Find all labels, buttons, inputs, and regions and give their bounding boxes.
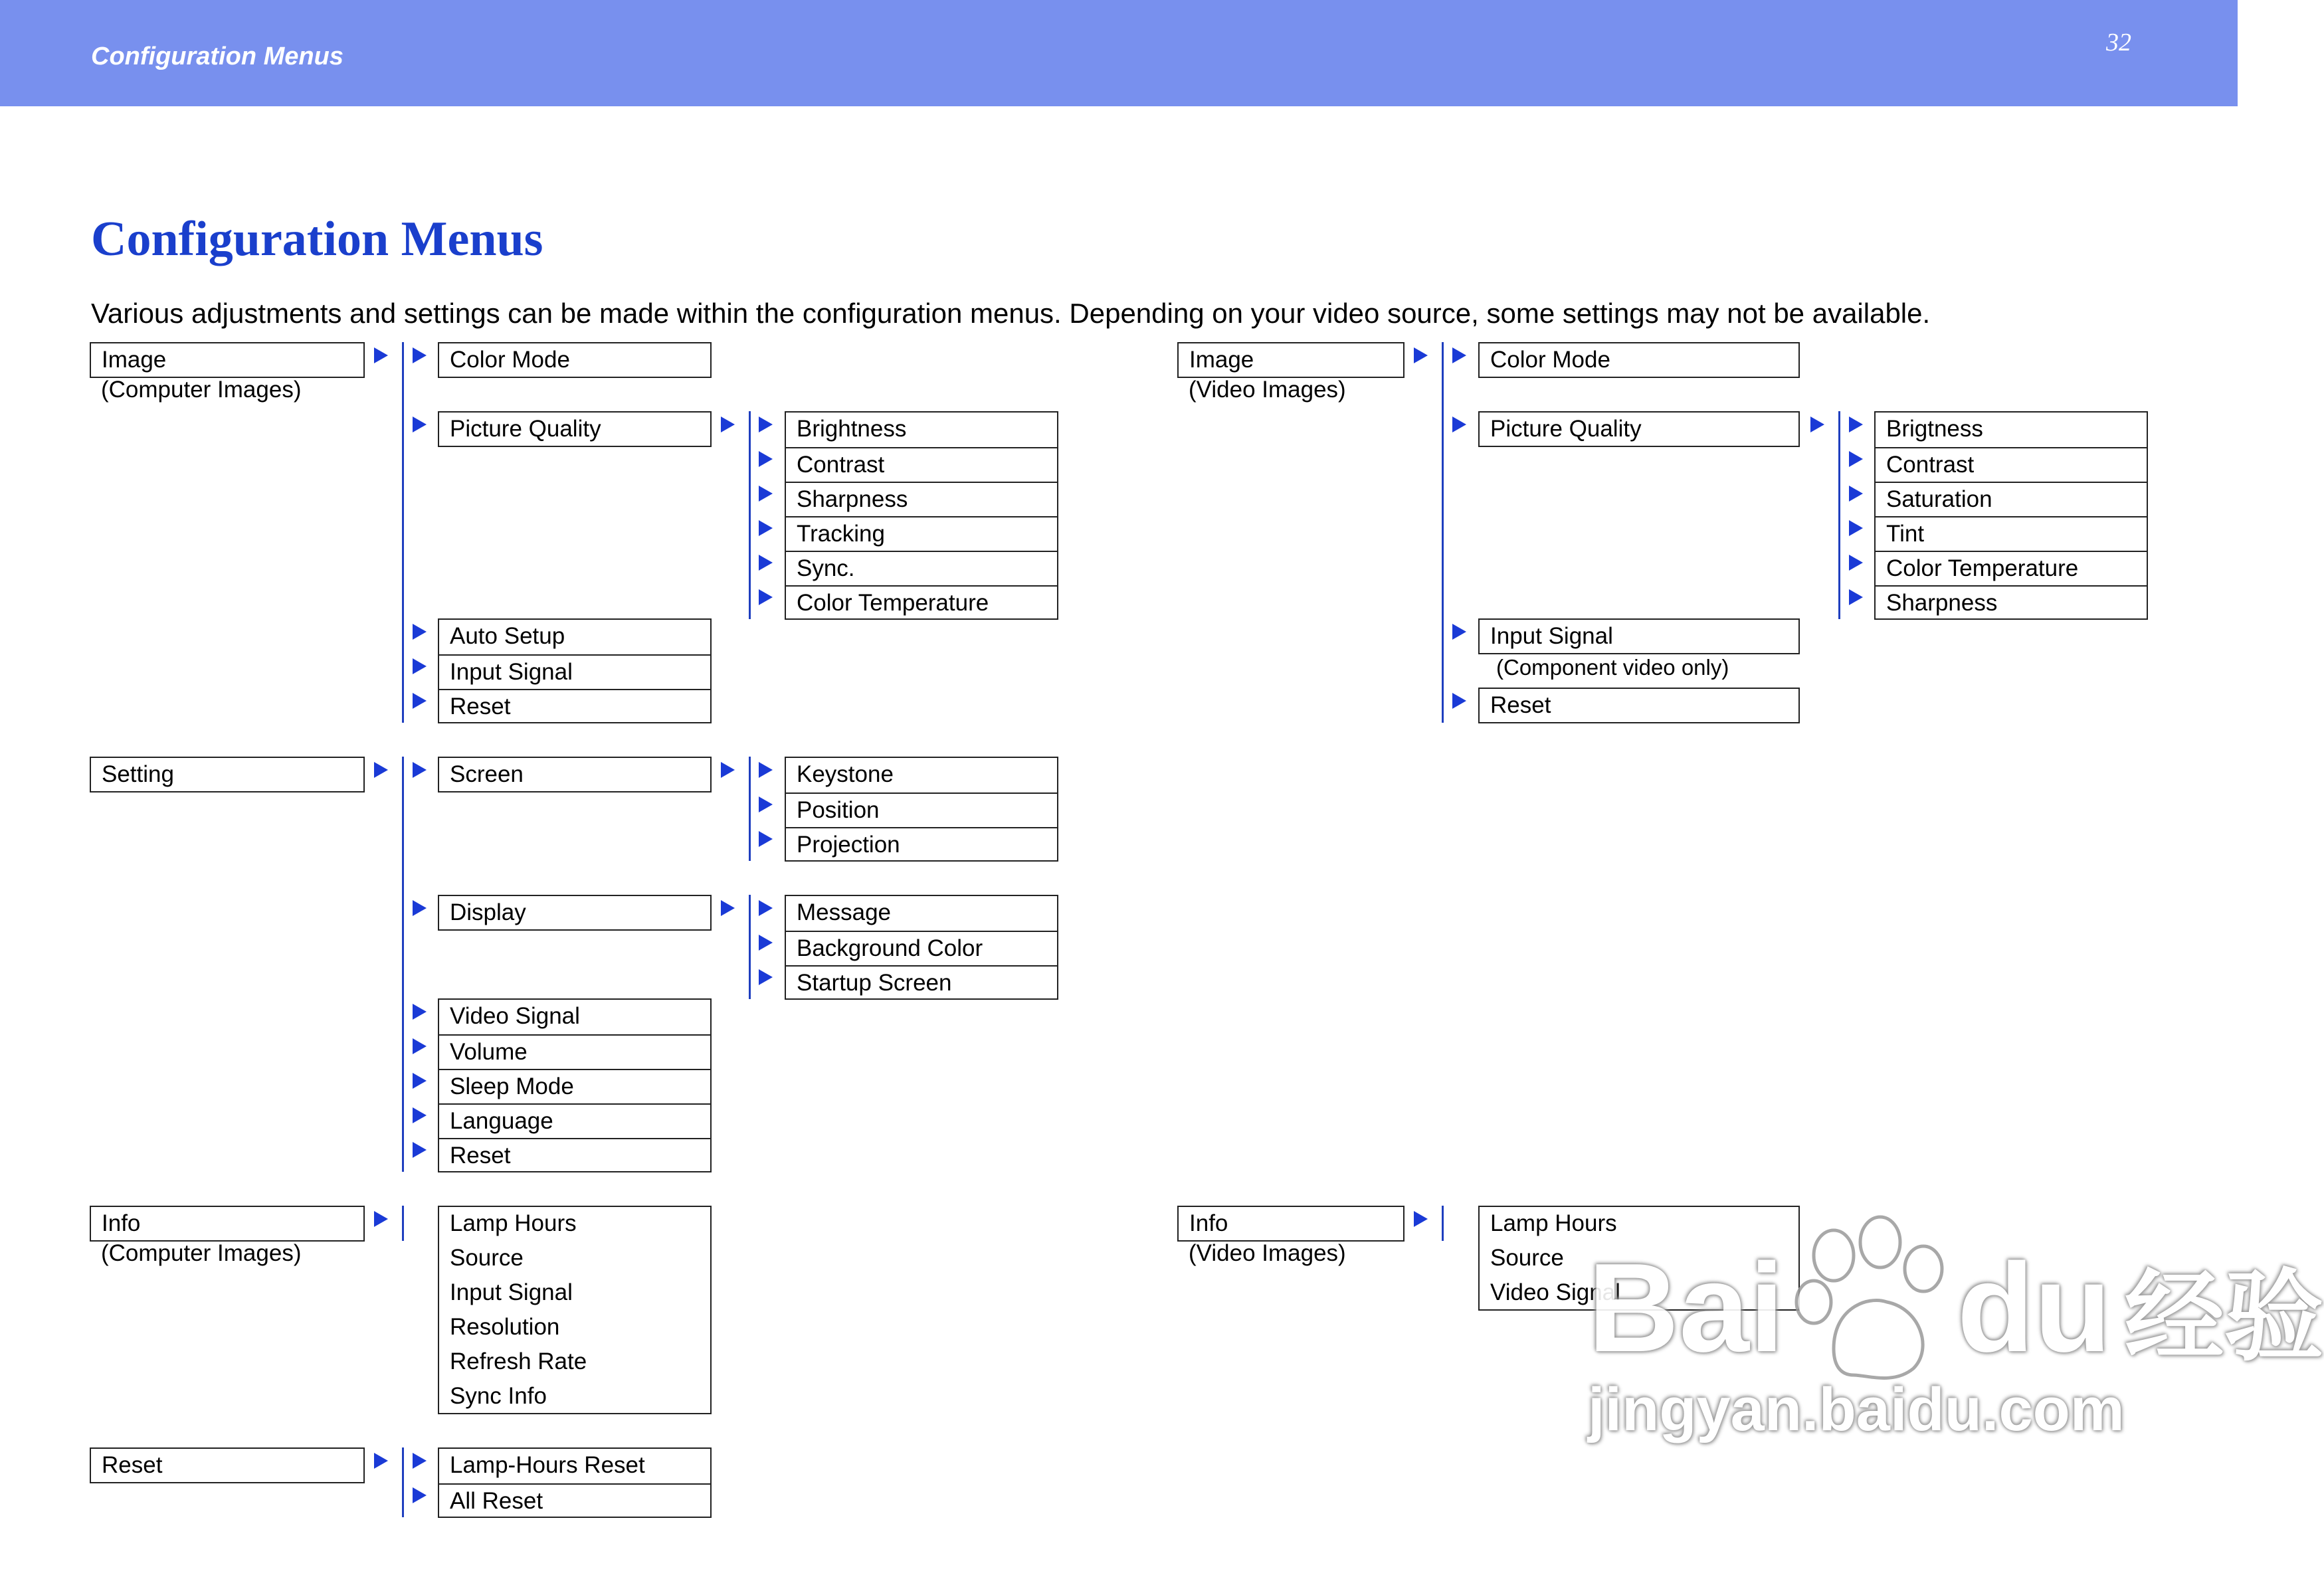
arrow-icon bbox=[1849, 451, 1863, 467]
menu-label: Image bbox=[1189, 347, 1254, 373]
arrow-icon bbox=[1452, 693, 1466, 709]
menu-item-sharpness[interactable]: Sharpness bbox=[786, 482, 1057, 516]
submenu-color-mode[interactable] bbox=[438, 342, 712, 378]
info-item-source: Source bbox=[1490, 1245, 1564, 1271]
connector-line bbox=[749, 411, 751, 619]
menu-item-input-signal[interactable]: Input Signal bbox=[439, 654, 710, 689]
screen-list bbox=[785, 757, 1058, 862]
arrow-icon bbox=[1452, 624, 1466, 640]
page-title: Configuration Menus bbox=[91, 212, 543, 266]
arrow-icon bbox=[759, 969, 773, 985]
info-computer-list bbox=[438, 1206, 712, 1414]
menu-item-saturation[interactable]: Saturation bbox=[1876, 482, 2147, 516]
menu-item-sharpness[interactable]: Sharpness bbox=[1876, 585, 2147, 620]
menu-item-sleep-mode[interactable]: Sleep Mode bbox=[439, 1069, 710, 1103]
intro-text: Various adjustments and settings can be made within the configuration menus. Depending on your video source, some settings may not be available. bbox=[91, 298, 1931, 329]
menu-item-tracking[interactable]: Tracking bbox=[786, 516, 1057, 551]
menu-item-color-temperature[interactable]: Color Temperature bbox=[1876, 551, 2147, 585]
arrow-icon bbox=[721, 762, 735, 778]
menu-item-volume[interactable]: Volume bbox=[439, 1034, 710, 1069]
menu-item-color-temperature[interactable]: Color Temperature bbox=[786, 585, 1057, 620]
arrow-icon bbox=[759, 555, 773, 571]
connector-line bbox=[749, 757, 751, 861]
arrow-icon bbox=[1849, 555, 1863, 571]
menu-item-contrast[interactable]: Contrast bbox=[786, 447, 1057, 482]
menu-item-projection[interactable]: Projection bbox=[786, 827, 1057, 862]
menu-label: Info bbox=[1189, 1210, 1228, 1236]
connector-line bbox=[1442, 1206, 1444, 1241]
info-item-input-signal: Input Signal bbox=[450, 1279, 573, 1305]
menu-item-keystone[interactable]: Keystone bbox=[797, 761, 894, 787]
arrow-icon bbox=[413, 1038, 427, 1054]
header-title: Configuration Menus bbox=[91, 43, 343, 70]
arrow-icon bbox=[413, 1453, 427, 1469]
submenu-reset[interactable] bbox=[1478, 688, 1800, 723]
arrow-icon bbox=[413, 762, 427, 778]
submenu-label: Reset bbox=[1490, 692, 1551, 718]
menu-item-reset[interactable]: Reset bbox=[439, 689, 710, 723]
note-video-images: (Video Images) bbox=[1189, 1240, 1346, 1266]
submenu-screen[interactable] bbox=[438, 757, 712, 792]
arrow-icon bbox=[759, 900, 773, 916]
arrow-icon bbox=[759, 417, 773, 432]
arrow-icon bbox=[374, 1211, 388, 1227]
info-item-lamp-hours: Lamp Hours bbox=[1490, 1210, 1617, 1236]
connector-line bbox=[1442, 342, 1444, 723]
arrow-icon bbox=[1452, 417, 1466, 432]
arrow-icon bbox=[413, 693, 427, 709]
menu-item-brightness[interactable]: Brigtness bbox=[1886, 416, 1983, 442]
arrow-icon bbox=[759, 762, 773, 778]
note-component-video: (Component video only) bbox=[1496, 655, 1729, 680]
submenu-label: Display bbox=[450, 899, 526, 925]
menu-label: Info bbox=[102, 1210, 141, 1236]
menu-item-auto-setup[interactable]: Auto Setup bbox=[450, 623, 565, 649]
submenu-label: Picture Quality bbox=[1490, 416, 1642, 442]
connector-line bbox=[1838, 411, 1840, 619]
arrow-icon bbox=[413, 1107, 427, 1123]
arrow-icon bbox=[759, 831, 773, 847]
connector-line bbox=[402, 342, 404, 723]
arrow-icon bbox=[721, 900, 735, 916]
menu-label: Image bbox=[102, 347, 167, 373]
arrow-icon bbox=[1810, 417, 1824, 432]
info-item-video-signal: Video Signal bbox=[1490, 1279, 1620, 1305]
submenu-label: Picture Quality bbox=[450, 416, 601, 442]
info-item-source: Source bbox=[450, 1245, 524, 1271]
arrow-icon bbox=[759, 451, 773, 467]
menu-item-background-color[interactable]: Background Color bbox=[786, 931, 1057, 965]
arrow-icon bbox=[413, 1142, 427, 1158]
submenu-display[interactable] bbox=[438, 895, 712, 931]
info-item-sync-info: Sync Info bbox=[450, 1383, 547, 1409]
arrow-icon bbox=[1414, 347, 1428, 363]
menu-item-startup-screen[interactable]: Startup Screen bbox=[786, 965, 1057, 1000]
menu-item-tint[interactable]: Tint bbox=[1876, 516, 2147, 551]
note-video-images: (Video Images) bbox=[1189, 377, 1346, 403]
submenu-picture-quality[interactable] bbox=[438, 411, 712, 447]
note-computer-images: (Computer Images) bbox=[101, 377, 302, 403]
menu-item-video-signal[interactable]: Video Signal bbox=[450, 1003, 580, 1029]
arrow-icon bbox=[1452, 347, 1466, 363]
picture-quality-list bbox=[1874, 411, 2148, 620]
connector-line bbox=[402, 1206, 404, 1241]
arrow-icon bbox=[759, 935, 773, 951]
submenu-label: Color Mode bbox=[450, 347, 570, 373]
arrow-icon bbox=[413, 624, 427, 640]
arrow-icon bbox=[759, 589, 773, 605]
arrow-icon bbox=[374, 1453, 388, 1469]
menu-image-computer[interactable] bbox=[90, 342, 365, 378]
display-list bbox=[785, 895, 1058, 1000]
arrow-icon bbox=[413, 1487, 427, 1503]
arrow-icon bbox=[1849, 417, 1863, 432]
reset-list bbox=[438, 1447, 712, 1518]
menu-item-language[interactable]: Language bbox=[439, 1103, 710, 1138]
arrow-icon bbox=[413, 658, 427, 674]
watermark-url: jingyan.baidu.com bbox=[1588, 1376, 2125, 1443]
arrow-icon bbox=[374, 762, 388, 778]
menu-info-video[interactable] bbox=[1177, 1206, 1404, 1242]
arrow-icon bbox=[759, 486, 773, 502]
submenu-input-signal[interactable] bbox=[1478, 618, 1800, 654]
connector-line bbox=[402, 757, 404, 1172]
menu-reset[interactable] bbox=[90, 1447, 365, 1483]
menu-item-lamp-hours-reset[interactable]: Lamp-Hours Reset bbox=[450, 1452, 645, 1478]
image-other-list bbox=[438, 618, 712, 723]
arrow-icon bbox=[413, 1004, 427, 1020]
info-item-refresh-rate: Refresh Rate bbox=[450, 1348, 587, 1374]
menu-item-position[interactable]: Position bbox=[786, 792, 1057, 827]
submenu-color-mode[interactable] bbox=[1478, 342, 1800, 378]
menu-label: Setting bbox=[102, 761, 174, 787]
arrow-icon bbox=[413, 417, 427, 432]
arrow-icon bbox=[1849, 589, 1863, 605]
picture-quality-list bbox=[785, 411, 1058, 620]
submenu-label: Input Signal bbox=[1490, 623, 1613, 649]
arrow-icon bbox=[1414, 1211, 1428, 1227]
arrow-icon bbox=[374, 347, 388, 363]
menu-item-all-reset[interactable]: All Reset bbox=[439, 1483, 710, 1518]
menu-info-computer[interactable] bbox=[90, 1206, 365, 1242]
arrow-icon bbox=[1849, 486, 1863, 502]
menu-item-reset[interactable]: Reset bbox=[439, 1138, 710, 1172]
arrow-icon bbox=[413, 900, 427, 916]
note-computer-images: (Computer Images) bbox=[101, 1240, 302, 1266]
menu-item-message[interactable]: Message bbox=[797, 899, 892, 925]
arrow-icon bbox=[759, 796, 773, 812]
menu-label: Reset bbox=[102, 1452, 163, 1478]
arrow-icon bbox=[413, 347, 427, 363]
menu-item-brightness[interactable]: Brightness bbox=[797, 416, 907, 442]
watermark-brand: Bai du 经验 bbox=[1588, 1238, 2324, 1378]
page-number: 32 bbox=[2106, 29, 2131, 56]
menu-image-video[interactable] bbox=[1177, 342, 1404, 378]
arrow-icon bbox=[721, 417, 735, 432]
arrow-icon bbox=[1849, 520, 1863, 536]
arrow-icon bbox=[413, 1073, 427, 1089]
info-item-lamp-hours: Lamp Hours bbox=[450, 1210, 577, 1236]
arrow-icon bbox=[759, 520, 773, 536]
submenu-picture-quality[interactable] bbox=[1478, 411, 1800, 447]
submenu-label: Screen bbox=[450, 761, 524, 787]
menu-item-contrast[interactable]: Contrast bbox=[1876, 447, 2147, 482]
submenu-label: Color Mode bbox=[1490, 347, 1610, 373]
setting-other-list bbox=[438, 998, 712, 1172]
menu-setting[interactable] bbox=[90, 757, 365, 792]
info-item-resolution: Resolution bbox=[450, 1314, 560, 1340]
connector-line bbox=[749, 895, 751, 999]
baidu-watermark bbox=[1588, 1236, 2324, 1501]
menu-item-sync[interactable]: Sync. bbox=[786, 551, 1057, 585]
connector-line bbox=[402, 1447, 404, 1517]
